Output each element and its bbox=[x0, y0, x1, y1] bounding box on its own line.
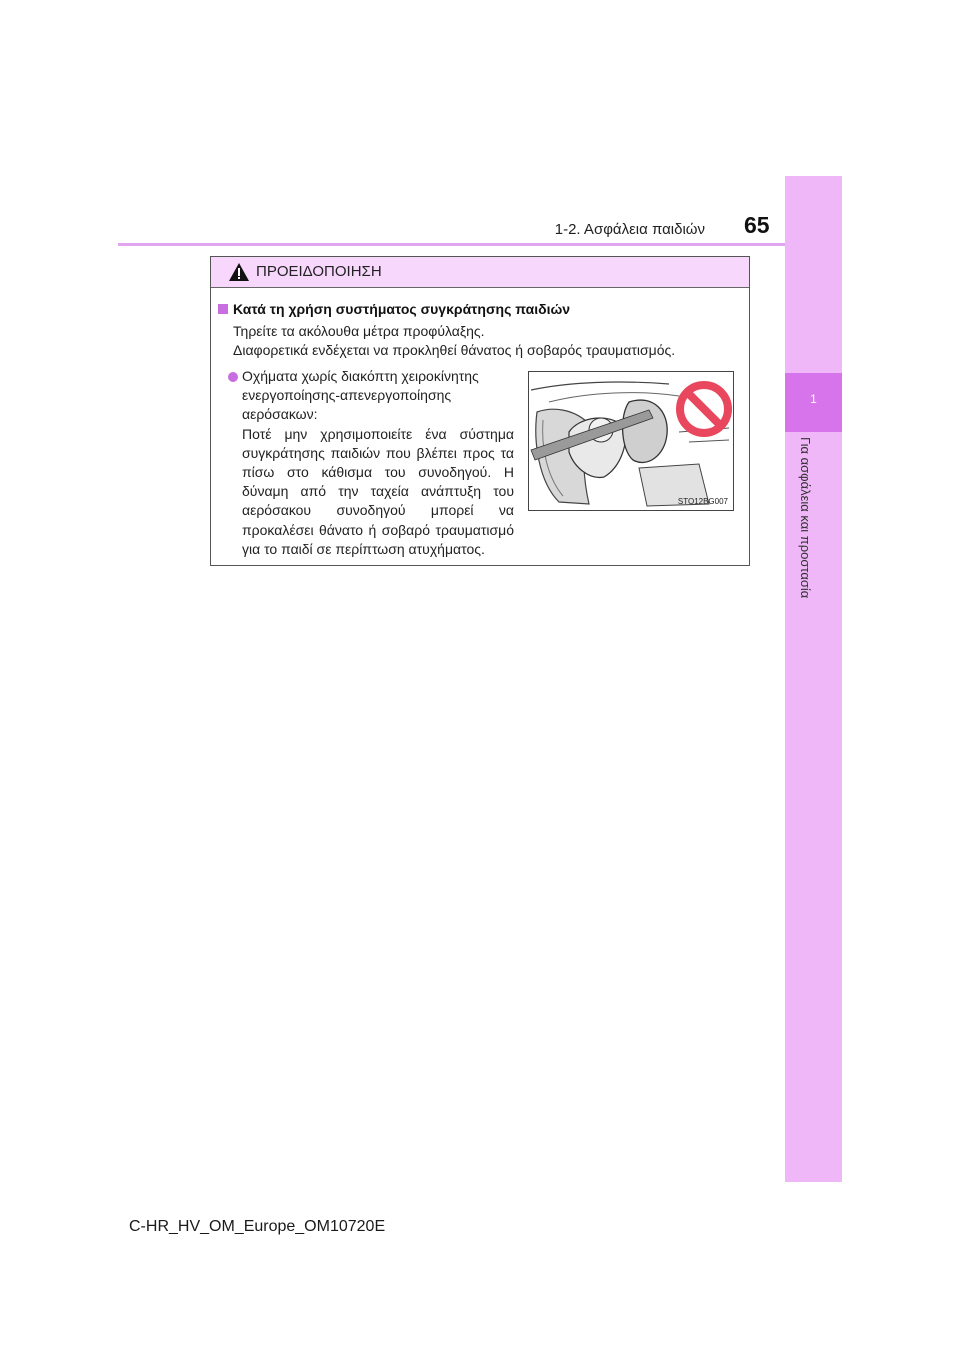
page-number: 65 bbox=[744, 212, 770, 238]
warning-header bbox=[211, 257, 749, 288]
header-rule bbox=[118, 243, 785, 246]
section-heading-text: Κατά τη χρήση συστήματος συγκράτησης παιδιών bbox=[233, 301, 571, 317]
figure-code: STO12BG007 bbox=[677, 497, 728, 506]
square-bullet-icon bbox=[218, 304, 228, 314]
side-tab-strip bbox=[785, 176, 842, 1182]
airbag-child-seat-illustration bbox=[528, 371, 734, 511]
warning-box bbox=[210, 256, 750, 566]
intro-line-1: Τηρείτε τα ακόλουθα μέτρα προφύλαξης. bbox=[233, 323, 485, 339]
warning-title: ΠΡΟΕΙΔΟΠΟΙΗΣΗ bbox=[256, 263, 382, 280]
document-code: C-HR_HV_OM_Europe_OM10720E bbox=[129, 1218, 386, 1235]
section-heading bbox=[218, 301, 570, 317]
bullet-text: Οχήματα χωρίς διακόπτη χειροκίνητης ενεργοποίησης-απενεργοποίησης αερόσακων: Ποτέ μην χρησιμοποιείτε ένα σύστημα συγκράτησης παιδιών που βλέπει προς τα πίσω στο κάθισμα του συνοδηγού. Η δύναμη από την ταχεία ανάπτυξη του αερόσακου συνοδηγού μπορεί να προκαλέσει θάνατο ή σοβαρό τραυματισμό για το παιδί σε περίπτωση ατυχήματος. bbox=[242, 368, 514, 557]
warning-triangle-icon bbox=[228, 262, 250, 282]
chapter-title: Για ασφάλεια και προστασία bbox=[798, 437, 813, 599]
chapter-number: 1 bbox=[810, 392, 817, 406]
round-bullet-icon bbox=[228, 372, 238, 382]
prohibition-icon bbox=[675, 380, 733, 438]
section-title: 1-2. Ασφάλεια παιδιών bbox=[554, 221, 705, 238]
intro-line-2: Διαφορετικά ενδέχεται να προκληθεί θάνατος ή σοβαρός τραυματισμός. bbox=[233, 342, 676, 358]
